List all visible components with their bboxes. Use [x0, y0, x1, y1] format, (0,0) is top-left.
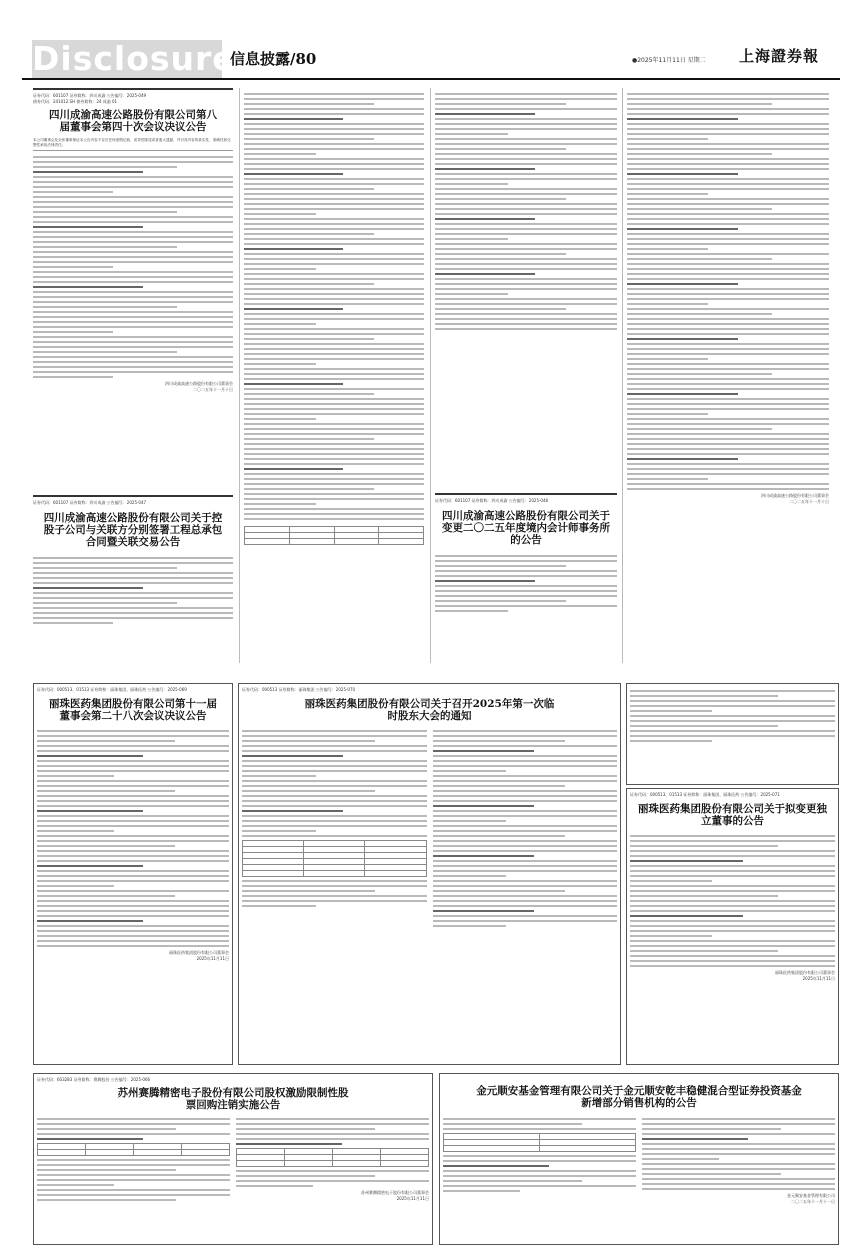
announcement-body-continued: [627, 90, 829, 663]
stock-code-line: 证券代码：000513、01513 证券简称：丽珠集团、丽珠医药 公告编号：2025-071: [630, 792, 780, 797]
announcement-livzon-egm-appendix: [626, 683, 839, 785]
signatory: 四川成渝高速公路股份有限公司董事会: [761, 493, 829, 498]
stock-code-line: 证券代码：601107 证券简称：四川成渝 公告编号：2025-048: [435, 498, 549, 503]
announcement-title: 丽珠医药集团股份有限公司第十一届董事会第二十八次会议决议公告: [49, 698, 217, 723]
section-title: 信息披露/80: [230, 50, 317, 68]
notice-columns: [242, 727, 617, 930]
announcement-title: 四川成渝高速公路股份有限公司关于控股子公司与关联方分别签署工程总承包合同暨关联交易公告: [43, 512, 223, 549]
notice-columns: [37, 1115, 429, 1204]
body-text-lines: [630, 687, 835, 745]
body-text-lines: [37, 727, 229, 950]
body-text-lines: [244, 90, 424, 523]
data-table: [244, 526, 424, 545]
column-divider: [239, 88, 240, 663]
distributor-table: [443, 1133, 636, 1152]
signatory: 苏州赛腾精密电子股份有限公司董事会: [361, 1190, 429, 1196]
column-divider: [622, 88, 623, 663]
announcement-title: 丽珠医药集团股份有限公司关于拟变更独立董事的公告: [638, 803, 827, 828]
repurchase-table: [37, 1143, 230, 1156]
announcement-title: 苏州赛腾精密电子股份有限公司股权激励限制性股票回购注销实施公告: [117, 1087, 349, 1112]
body-text-lines: [627, 90, 829, 493]
newspaper-logo: 上海證券報: [739, 47, 820, 65]
sign-date: 2025年11月11日: [396, 1196, 429, 1202]
announcement-livzon-director-change: [626, 788, 839, 1065]
body-text-lines: [33, 153, 233, 381]
stock-code-line: 证券代码：000513、01513 证券简称：丽珠集团、丽珠医药 公告编号：2025-069: [37, 687, 187, 692]
signatory: 金元顺安基金管理有限公司: [787, 1193, 835, 1199]
body-text-lines: [642, 1115, 835, 1205]
bond-code-line: 债券代码：241012.SH 债券简称：24 成渝 01: [33, 99, 118, 104]
responsibility-notice: 本公司董事会及全体董事保证本公告内容不存在任何虚假记载、误导性陈述或者重大遗漏，并对其内容的真实性、准确性和完整性承担法律责任。: [33, 137, 233, 151]
announcement-title: 四川成渝高速公路股份有限公司第八届董事会第四十次会议决议公告: [49, 109, 217, 134]
masthead-rule: [22, 78, 840, 80]
sign-date: 二〇二五年十一月十日: [193, 387, 233, 393]
body-text-lines: [236, 1115, 429, 1204]
announcement-sichuan-related-party: [33, 495, 233, 663]
column-divider: [430, 88, 431, 663]
sign-date: 2025年11月11日: [802, 976, 835, 982]
issue-date: ●2025年11月11日 星期二: [632, 57, 706, 64]
announcement-livzon-board: [33, 683, 233, 1065]
sign-date: 2025年11月11日: [196, 956, 229, 962]
stock-code-line: 证券代码：601107 证券简称：四川成渝 公告编号：2025-047: [33, 500, 147, 505]
section-wordmark: Disclosure: [32, 39, 236, 78]
signatory: 丽珠医药集团股份有限公司董事会: [169, 950, 229, 956]
body-text-lines: [630, 832, 835, 970]
body-text-lines: [242, 727, 427, 930]
stock-code-line: 证券代码：000513 证券简称：丽珠集团 公告编号：2025-070: [242, 687, 356, 692]
share-structure-table: [236, 1148, 429, 1167]
body-text-lines: [37, 1115, 230, 1204]
announcement-secote-share-repurchase: [33, 1073, 433, 1245]
announcement-body-continued: [435, 90, 617, 510]
body-text-lines: [435, 90, 617, 333]
announcement-title: 四川成渝高速公路股份有限公司关于变更二〇二五年度境内会计师事务所的公告: [442, 510, 610, 547]
stock-code-line: 证券代码：603283 证券简称：赛腾股份 公告编号：2025-066: [37, 1077, 151, 1082]
signatory: 丽珠医药集团股份有限公司董事会: [775, 970, 835, 976]
announcement-sichuan-board: [33, 88, 233, 488]
masthead: [22, 38, 840, 78]
announcement-title: 丽珠医药集团股份有限公司关于召开2025年第一次临时股东大会的通知: [304, 698, 555, 723]
body-text-lines: [443, 1115, 636, 1205]
body-text-lines: [433, 727, 618, 930]
stock-code-line: 证券代码：601107 证券简称：四川成渝 公告编号：2025-049: [33, 93, 147, 98]
agenda-table: [242, 840, 427, 877]
body-text-lines: [435, 552, 617, 615]
signatory: 四川成渝高速公路股份有限公司董事会: [165, 381, 233, 387]
announcement-livzon-egm-notice: [238, 683, 621, 1065]
announcement-title: 金元顺安基金管理有限公司关于金元顺安乾丰稳健混合型证券投资基金新增部分销售机构的公告: [476, 1085, 802, 1110]
sign-date: 二〇二五年十一月十日: [789, 499, 829, 504]
notice-columns: [443, 1115, 835, 1205]
announcement-golden-fund-distributors: [439, 1073, 839, 1245]
sign-date: 二〇二五年十一月十一日: [791, 1199, 835, 1205]
announcement-body-continued: [244, 90, 424, 663]
body-text-lines: [33, 554, 233, 627]
announcement-sichuan-auditor-change: [435, 493, 617, 663]
